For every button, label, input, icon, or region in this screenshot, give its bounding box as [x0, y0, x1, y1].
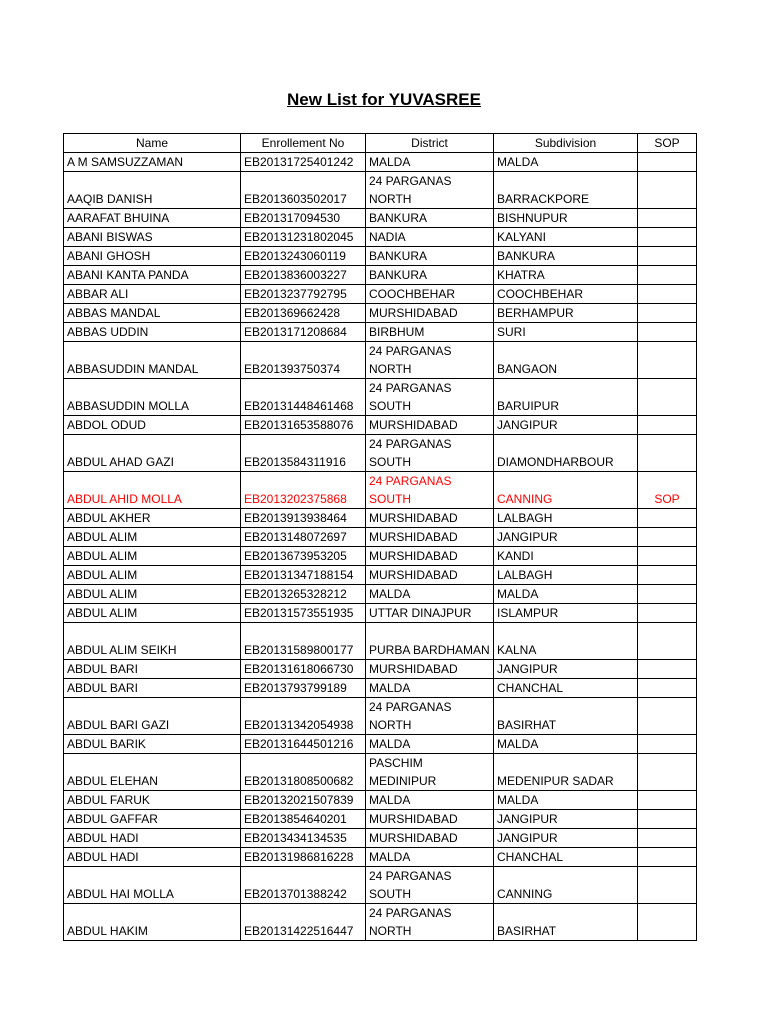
- cell-enrollment: EB2013171208684: [241, 323, 366, 342]
- cell-enrollment: EB201369662428: [241, 304, 366, 323]
- table-row: [64, 266, 697, 285]
- cell-enrollment: EB20131986816228: [241, 848, 366, 867]
- cell-district: PASCHIM MEDINIPUR: [366, 754, 494, 791]
- cell-district: BANKURA: [366, 266, 494, 285]
- cell-sop: [638, 566, 697, 585]
- table-row: [64, 323, 697, 342]
- table-row: [64, 867, 697, 904]
- cell-name: ABDUL ALIM SEIKH: [64, 623, 241, 660]
- cell-enrollment: EB20131618066730: [241, 660, 366, 679]
- cell-subdivision: BARUIPUR: [494, 379, 638, 416]
- cell-subdivision: MEDENIPUR SADAR: [494, 754, 638, 791]
- cell-subdivision: CANNING: [494, 472, 638, 509]
- cell-subdivision: DIAMONDHARBOUR: [494, 435, 638, 472]
- cell-subdivision: MALDA: [494, 153, 638, 172]
- cell-subdivision: MALDA: [494, 735, 638, 754]
- table-row: [64, 379, 697, 416]
- cell-subdivision: MALDA: [494, 585, 638, 604]
- cell-name: ABDUL HAKIM: [64, 904, 241, 941]
- enrollment-table: [63, 133, 697, 941]
- cell-sop: [638, 547, 697, 566]
- cell-sop: [638, 848, 697, 867]
- table-row: [64, 810, 697, 829]
- table-row: [64, 585, 697, 604]
- cell-subdivision: CHANCHAL: [494, 679, 638, 698]
- cell-name: ABDUL AHID MOLLA: [64, 472, 241, 509]
- cell-enrollment: EB2013243060119: [241, 247, 366, 266]
- cell-name: AARAFAT BHUINA: [64, 209, 241, 228]
- cell-name: A M SAMSUZZAMAN: [64, 153, 241, 172]
- cell-sop: [638, 791, 697, 810]
- cell-enrollment: EB2013434134535: [241, 829, 366, 848]
- cell-sop: [638, 304, 697, 323]
- cell-district: MURSHIDABAD: [366, 509, 494, 528]
- cell-sop: [638, 266, 697, 285]
- cell-district: 24 PARGANAS SOUTH: [366, 435, 494, 472]
- cell-sop: [638, 679, 697, 698]
- cell-name: ABDUL ELEHAN: [64, 754, 241, 791]
- cell-subdivision: CANNING: [494, 867, 638, 904]
- table-row: [64, 285, 697, 304]
- table-row: [64, 153, 697, 172]
- cell-subdivision: BANGAON: [494, 342, 638, 379]
- cell-subdivision: BANKURA: [494, 247, 638, 266]
- cell-subdivision: JANGIPUR: [494, 810, 638, 829]
- cell-name: ABDUL BARIK: [64, 735, 241, 754]
- header-name: Name: [64, 134, 241, 153]
- table-row: [64, 698, 697, 735]
- cell-name: ABDOL ODUD: [64, 416, 241, 435]
- cell-subdivision: KALYANI: [494, 228, 638, 247]
- cell-district: UTTAR DINAJPUR: [366, 604, 494, 623]
- table-row: [64, 304, 697, 323]
- cell-name: ABDUL AHAD GAZI: [64, 435, 241, 472]
- cell-name: ABDUL HADI: [64, 829, 241, 848]
- cell-name: ABDUL HAI MOLLA: [64, 867, 241, 904]
- cell-subdivision: JANGIPUR: [494, 416, 638, 435]
- cell-enrollment: EB201393750374: [241, 342, 366, 379]
- cell-sop: [638, 228, 697, 247]
- cell-sop: [638, 323, 697, 342]
- cell-sop: [638, 416, 697, 435]
- cell-sop: [638, 342, 697, 379]
- cell-subdivision: JANGIPUR: [494, 829, 638, 848]
- cell-subdivision: KHATRA: [494, 266, 638, 285]
- cell-name: ABBAS UDDIN: [64, 323, 241, 342]
- cell-name: ABDUL GAFFAR: [64, 810, 241, 829]
- cell-sop: [638, 153, 697, 172]
- cell-district: PURBA BARDHAMAN: [366, 623, 494, 660]
- cell-sop: [638, 754, 697, 791]
- cell-sop: [638, 735, 697, 754]
- cell-name: ABDUL ALIM: [64, 585, 241, 604]
- cell-name: ABANI KANTA PANDA: [64, 266, 241, 285]
- cell-sop: [638, 698, 697, 735]
- cell-sop: [638, 623, 697, 660]
- cell-name: ABDUL BARI: [64, 660, 241, 679]
- cell-district: BANKURA: [366, 247, 494, 266]
- table-row: [64, 342, 697, 379]
- cell-name: ABDUL BARI: [64, 679, 241, 698]
- cell-district: BIRBHUM: [366, 323, 494, 342]
- cell-enrollment: EB2013854640201: [241, 810, 366, 829]
- cell-district: COOCHBEHAR: [366, 285, 494, 304]
- cell-sop: [638, 528, 697, 547]
- cell-enrollment: EB2013202375868: [241, 472, 366, 509]
- cell-name: ABDUL ALIM: [64, 566, 241, 585]
- cell-enrollment: EB20131573551935: [241, 604, 366, 623]
- cell-enrollment: EB20131422516447: [241, 904, 366, 941]
- cell-enrollment: EB2013793799189: [241, 679, 366, 698]
- table-row: [64, 904, 697, 941]
- cell-subdivision: LALBAGH: [494, 509, 638, 528]
- cell-subdivision: MALDA: [494, 791, 638, 810]
- cell-sop: [638, 285, 697, 304]
- cell-sop: [638, 867, 697, 904]
- cell-subdivision: KALNA: [494, 623, 638, 660]
- cell-sop: [638, 904, 697, 941]
- cell-subdivision: JANGIPUR: [494, 528, 638, 547]
- table-row: [64, 848, 697, 867]
- cell-district: 24 PARGANAS SOUTH: [366, 867, 494, 904]
- table-row: [64, 829, 697, 848]
- header-enrollment: Enrollement No: [241, 134, 366, 153]
- table-row: [64, 754, 697, 791]
- cell-sop: [638, 660, 697, 679]
- cell-enrollment: EB2013265328212: [241, 585, 366, 604]
- cell-subdivision: BARRACKPORE: [494, 172, 638, 209]
- cell-subdivision: KANDI: [494, 547, 638, 566]
- table-row: [64, 416, 697, 435]
- cell-enrollment: EB2013584311916: [241, 435, 366, 472]
- cell-enrollment: EB20131347188154: [241, 566, 366, 585]
- cell-name: ABDUL ALIM: [64, 547, 241, 566]
- cell-name: AAQIB DANISH: [64, 172, 241, 209]
- cell-district: 24 PARGANAS NORTH: [366, 698, 494, 735]
- cell-district: MURSHIDABAD: [366, 660, 494, 679]
- cell-district: MALDA: [366, 679, 494, 698]
- cell-subdivision: BASIRHAT: [494, 904, 638, 941]
- table-row: [64, 247, 697, 266]
- table-row: [64, 528, 697, 547]
- cell-enrollment: EB20131448461468: [241, 379, 366, 416]
- table-row: [64, 623, 697, 660]
- cell-subdivision: ISLAMPUR: [494, 604, 638, 623]
- cell-district: 24 PARGANAS NORTH: [366, 172, 494, 209]
- cell-sop: SOP: [638, 472, 697, 509]
- cell-name: ABDUL ALIM: [64, 528, 241, 547]
- table-row: [64, 735, 697, 754]
- cell-enrollment: EB20131644501216: [241, 735, 366, 754]
- cell-district: MURSHIDABAD: [366, 528, 494, 547]
- cell-enrollment: EB20132021507839: [241, 791, 366, 810]
- cell-sop: [638, 509, 697, 528]
- cell-enrollment: EB2013913938464: [241, 509, 366, 528]
- cell-subdivision: BASIRHAT: [494, 698, 638, 735]
- cell-district: MALDA: [366, 848, 494, 867]
- cell-name: ABANI GHOSH: [64, 247, 241, 266]
- cell-sop: [638, 604, 697, 623]
- table-row: [64, 435, 697, 472]
- cell-name: ABDUL BARI GAZI: [64, 698, 241, 735]
- cell-district: MALDA: [366, 791, 494, 810]
- cell-enrollment: EB2013836003227: [241, 266, 366, 285]
- cell-name: ABDUL HADI: [64, 848, 241, 867]
- cell-enrollment: EB20131231802045: [241, 228, 366, 247]
- cell-enrollment: EB2013237792795: [241, 285, 366, 304]
- cell-sop: [638, 172, 697, 209]
- cell-subdivision: JANGIPUR: [494, 660, 638, 679]
- cell-subdivision: SURI: [494, 323, 638, 342]
- cell-sop: [638, 435, 697, 472]
- cell-district: 24 PARGANAS NORTH: [366, 342, 494, 379]
- table-header-row: [64, 134, 697, 153]
- cell-subdivision: CHANCHAL: [494, 848, 638, 867]
- cell-enrollment: EB2013603502017: [241, 172, 366, 209]
- cell-district: MALDA: [366, 153, 494, 172]
- table-row: [64, 228, 697, 247]
- cell-district: MURSHIDABAD: [366, 810, 494, 829]
- cell-enrollment: EB20131725401242: [241, 153, 366, 172]
- cell-name: ABDUL AKHER: [64, 509, 241, 528]
- cell-sop: [638, 209, 697, 228]
- cell-district: NADIA: [366, 228, 494, 247]
- cell-district: MALDA: [366, 585, 494, 604]
- cell-district: MURSHIDABAD: [366, 416, 494, 435]
- cell-sop: [638, 829, 697, 848]
- cell-name: ABBAS MANDAL: [64, 304, 241, 323]
- cell-name: ABANI BISWAS: [64, 228, 241, 247]
- cell-name: ABDUL FARUK: [64, 791, 241, 810]
- page-title: New List for YUVASREE: [287, 90, 481, 109]
- header-subdivision: Subdivision: [494, 134, 638, 153]
- cell-district: 24 PARGANAS NORTH: [366, 904, 494, 941]
- cell-sop: [638, 247, 697, 266]
- cell-enrollment: EB201317094530: [241, 209, 366, 228]
- cell-subdivision: BISHNUPUR: [494, 209, 638, 228]
- cell-name: ABBASUDDIN MOLLA: [64, 379, 241, 416]
- cell-sop: [638, 585, 697, 604]
- cell-sop: [638, 379, 697, 416]
- cell-subdivision: COOCHBEHAR: [494, 285, 638, 304]
- table-row: [64, 209, 697, 228]
- table-row: [64, 509, 697, 528]
- cell-sop: [638, 810, 697, 829]
- cell-enrollment: EB2013701388242: [241, 867, 366, 904]
- cell-subdivision: LALBAGH: [494, 566, 638, 585]
- cell-district: BANKURA: [366, 209, 494, 228]
- header-district: District: [366, 134, 494, 153]
- table-row: [64, 566, 697, 585]
- cell-district: 24 PARGANAS SOUTH: [366, 379, 494, 416]
- cell-district: MURSHIDABAD: [366, 304, 494, 323]
- table-row: [64, 679, 697, 698]
- cell-district: 24 PARGANAS SOUTH: [366, 472, 494, 509]
- cell-enrollment: EB20131808500682: [241, 754, 366, 791]
- cell-enrollment: EB20131653588076: [241, 416, 366, 435]
- table-row: [64, 172, 697, 209]
- cell-district: MURSHIDABAD: [366, 829, 494, 848]
- table-row: [64, 472, 697, 509]
- table-row: [64, 547, 697, 566]
- cell-enrollment: EB20131589800177: [241, 623, 366, 660]
- cell-name: ABBAR ALI: [64, 285, 241, 304]
- table-row: [64, 660, 697, 679]
- cell-district: MURSHIDABAD: [366, 547, 494, 566]
- cell-enrollment: EB20131342054938: [241, 698, 366, 735]
- header-sop: SOP: [638, 134, 697, 153]
- cell-name: ABDUL ALIM: [64, 604, 241, 623]
- cell-enrollment: EB2013148072697: [241, 528, 366, 547]
- cell-subdivision: BERHAMPUR: [494, 304, 638, 323]
- cell-district: MURSHIDABAD: [366, 566, 494, 585]
- table-row: [64, 604, 697, 623]
- cell-district: MALDA: [366, 735, 494, 754]
- cell-enrollment: EB2013673953205: [241, 547, 366, 566]
- table-row: [64, 791, 697, 810]
- cell-name: ABBASUDDIN MANDAL: [64, 342, 241, 379]
